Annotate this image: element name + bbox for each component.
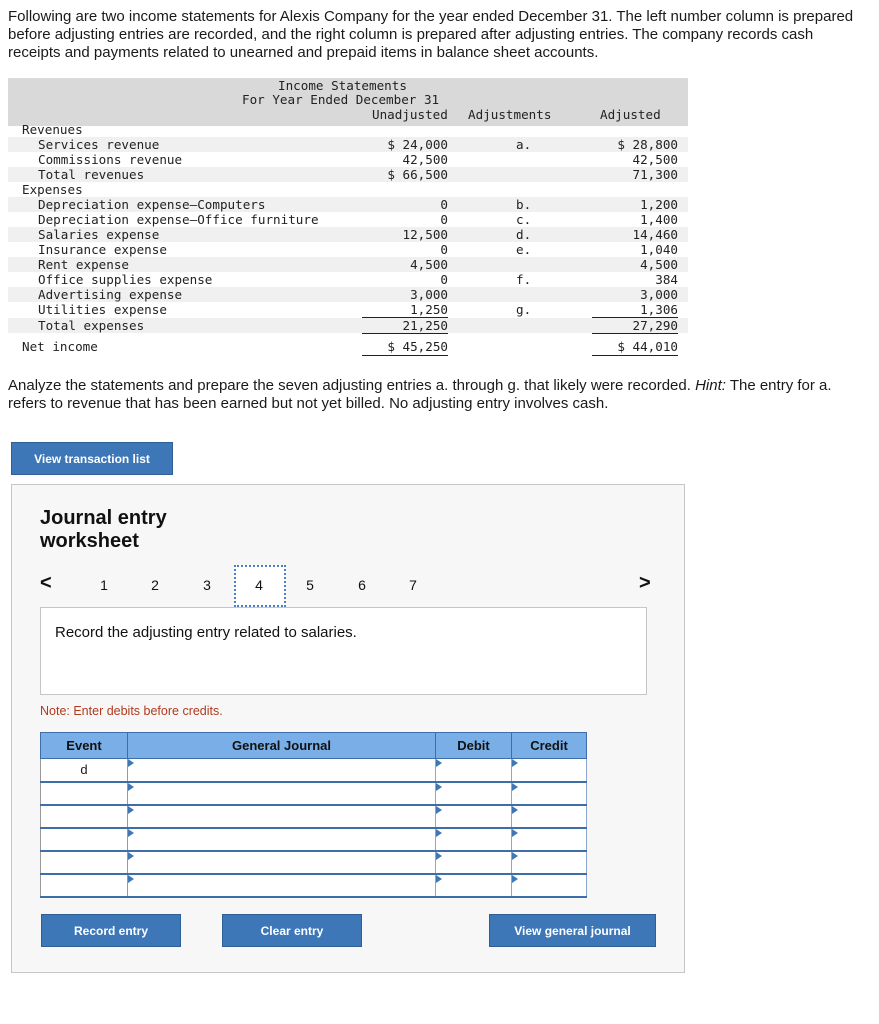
statement-subtitle: For Year Ended December 31 [242, 92, 440, 107]
col-adjusted: Adjusted [600, 107, 661, 122]
entry-pager [40, 565, 660, 605]
worksheet-title: Journal entry worksheet [40, 507, 167, 552]
table-row [41, 874, 587, 897]
clear-entry-button[interactable]: Clear entry [222, 914, 362, 947]
statement-row: Commissions revenue 42,500 42,500 [38, 152, 678, 167]
page-5[interactable]: 5 [306, 577, 314, 593]
page-2[interactable]: 2 [151, 577, 159, 593]
hint-label: Hint: [695, 377, 726, 394]
analyze-instructions: Analyze the statements and prepare the seven adjusting entries a. through g. that likely were recorded. Hint: The entry for a. refers to revenue that has been earned but not yet billed. No adjusting entry involves cash. [8, 377, 832, 412]
account-input[interactable] [128, 828, 436, 851]
statement-row: Depreciation expense—Office furniture 0 c. 1,400 [38, 212, 678, 227]
statement-row: Advertising expense 3,000 3,000 [8, 287, 688, 302]
account-input[interactable] [128, 874, 436, 897]
statement-row: Office supplies expense 0 f. 384 [38, 272, 678, 287]
instruction-box [40, 607, 647, 695]
col-adjustments: Adjustments [468, 107, 552, 122]
debit-input[interactable] [436, 782, 512, 805]
account-input[interactable] [128, 851, 436, 874]
statement-row: Depreciation expense—Computers 0 b. 1,200 [8, 197, 688, 212]
credit-input[interactable] [512, 759, 587, 782]
next-arrow-icon[interactable]: > [639, 572, 651, 594]
statement-title: Income Statements [278, 78, 407, 93]
instruction-text: Record the adjusting entry related to salaries. [55, 624, 357, 641]
page-3[interactable]: 3 [203, 577, 211, 593]
event-cell [41, 874, 128, 897]
statement-row: Rent expense 4,500 4,500 [8, 257, 688, 272]
col-unadjusted: Unadjusted [372, 107, 448, 122]
statement-row: Utilities expense 1,250 g. 1,306 [38, 302, 678, 317]
income-statements [8, 78, 688, 360]
debit-input[interactable] [436, 805, 512, 828]
credit-input[interactable] [512, 805, 587, 828]
debit-input[interactable] [436, 874, 512, 897]
debit-input[interactable] [436, 759, 512, 782]
credit-input[interactable] [512, 828, 587, 851]
intro-text: Following are two income statements for Alexis Company for the year ended December 31. The left number column is prepared before adjusting entries are recorded, and the right column is prepared after adjusting entries. The company records cash receipts and payments related to unearned and prepaid items in balance sheet accounts. [8, 8, 854, 61]
page-4[interactable]: 4 [255, 577, 263, 593]
note-text: Note: Enter debits before credits. [40, 704, 223, 718]
credit-input[interactable] [512, 874, 587, 897]
event-cell [41, 828, 128, 851]
view-general-journal-button[interactable]: View general journal [489, 914, 656, 947]
statement-row: Services revenue $ 24,000 a. $ 28,800 [8, 137, 688, 152]
event-cell [41, 851, 128, 874]
table-row [41, 782, 587, 805]
journal-table [40, 732, 587, 898]
event-cell [41, 782, 128, 805]
debit-input[interactable] [436, 851, 512, 874]
page-7[interactable]: 7 [409, 577, 417, 593]
table-row [41, 759, 587, 782]
general-journal-header: General Journal [128, 733, 436, 759]
statement-row: Salaries expense 12,500 d. 14,460 [8, 227, 688, 242]
credit-input[interactable] [512, 782, 587, 805]
expenses-heading: Expenses [22, 182, 83, 197]
journal-entry-worksheet [11, 484, 685, 973]
record-entry-button[interactable]: Record entry [41, 914, 181, 947]
table-row [41, 851, 587, 874]
account-input[interactable] [128, 782, 436, 805]
event-header: Event [41, 733, 128, 759]
table-row [41, 828, 587, 851]
page-6[interactable]: 6 [358, 577, 366, 593]
account-input[interactable] [128, 805, 436, 828]
debit-input[interactable] [436, 828, 512, 851]
credit-header: Credit [512, 733, 587, 759]
statement-row: Total revenues $ 66,500 71,300 [8, 167, 688, 182]
net-income-row: Net income $ 45,250 $ 44,010 [22, 339, 678, 354]
prev-arrow-icon[interactable]: < [40, 572, 52, 594]
account-input[interactable] [128, 759, 436, 782]
statement-row: Total expenses 21,250 27,290 [8, 318, 688, 333]
view-transaction-list-button[interactable]: View transaction list [11, 442, 173, 475]
revenues-heading: Revenues [22, 122, 83, 137]
statement-row: Insurance expense 0 e. 1,040 [38, 242, 678, 257]
debit-header: Debit [436, 733, 512, 759]
page-1[interactable]: 1 [100, 577, 108, 593]
table-row [41, 805, 587, 828]
event-cell: d [41, 759, 128, 782]
event-cell [41, 805, 128, 828]
credit-input[interactable] [512, 851, 587, 874]
